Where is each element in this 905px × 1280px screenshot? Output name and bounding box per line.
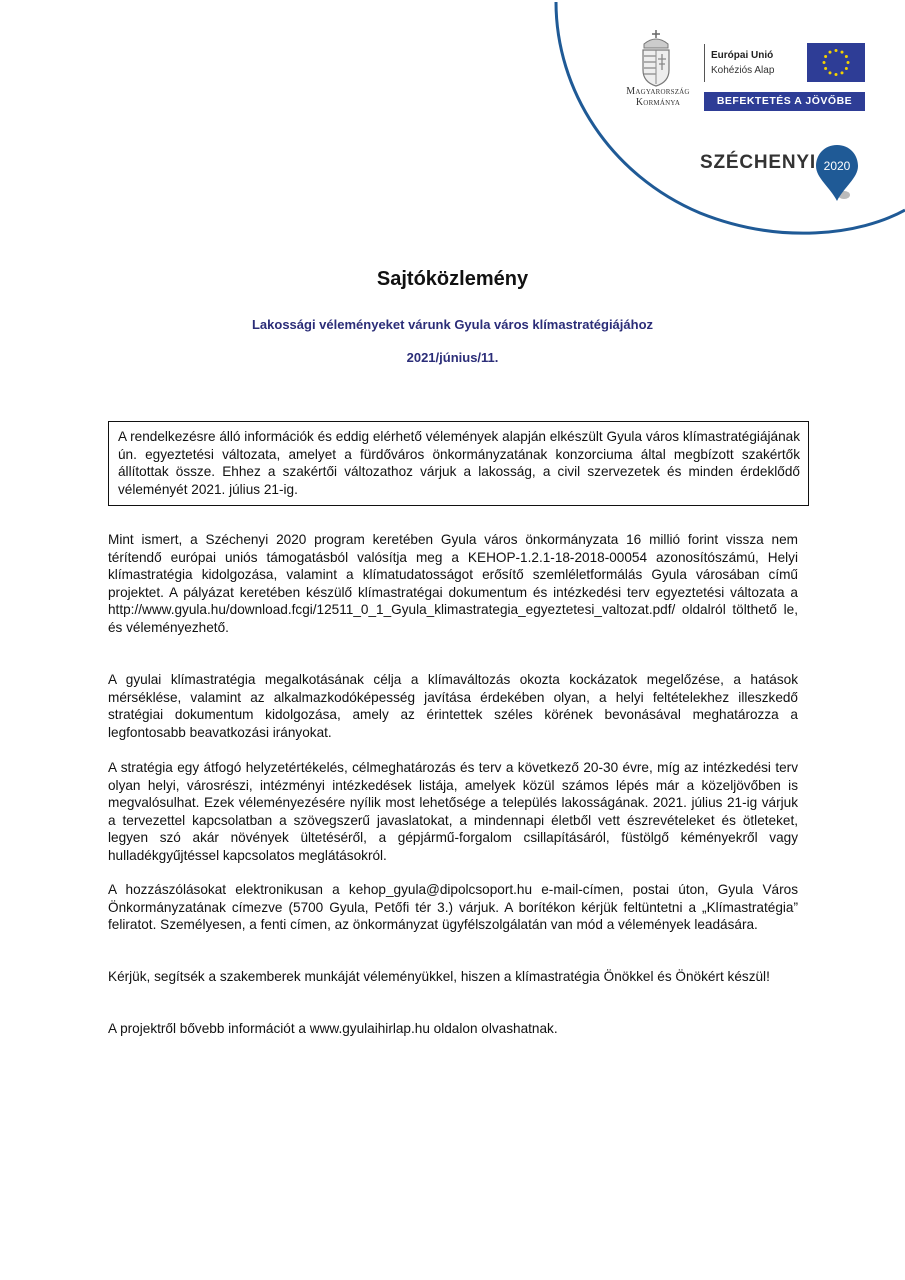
eu-star-icon [823,61,826,64]
body-paragraph-5: Kérjük, segítsék a szakemberek munkáját véleményükkel, hiszen a klímastratégia Önökkel és Önökért készül! [108,969,770,984]
eu-star-icon [841,51,844,54]
eu-star-icon [829,71,832,74]
logo-divider [704,44,705,82]
eu-flag-icon [807,43,865,82]
page-title: Sajtóközlemény [376,268,529,290]
decorative-arc [0,0,905,260]
eu-subtitle: Kohéziós Alap [711,65,775,76]
body-paragraph-3: A stratégia egy átfogó helyzetértékelés, célmeghatározás és terv a következő 20-30 évre, míg az intézkedési terv olyan helyi, városrészi, intézményi intézkedések listája, amelyek közül számos lépés már a közeljövőben is megvalósulhat. Ezek véleményezésére nyílik most lehetősége a település lakosságának. 2021. július 21-ig várjuk a tervezettel kapcsolatban a szövegszerű javaslatokat, a mindennapi életből vett észrevételeket és ötleteket, legyen szó akár növények ültetéséről, a gépjármű-forgalom csillapításáról, füstölgő kéményekről vagy hulladékgyűjtéssel kapcsolatos meglátásokról. [108,760,798,863]
body-paragraph-1: Mint ismert, a Széchenyi 2020 program keretében Gyula város önkormányzata 16 millió forint vissza nem térítendő európai uniós támogatásból valósítja meg a KEHOP-1.2.1-18-2018-00054 azonosítószámú, Helyi klímastratégia kidolgozása, valamint a klímatudatosságot erősítő szemléletformálás Gyula városában című projektet. A pályázat keretében készülő klímastratégai dokumentum és intézkedési terv egyeztetési változata a http://www.gyula.hu/download.fcgi/12511_0_1_Gyula_klimastrategia_egyeztetesi_valtozat.pdf/ oldalról tölthető le, és véleményezhető. [108,532,798,635]
szechenyi-label: SZÉCHENYI [700,152,816,173]
eu-star-icon [824,55,827,58]
eu-star-icon [835,73,838,76]
eu-star-icon [829,51,832,54]
publication-date: 2021/június/11. [406,350,499,365]
map-pin-icon [814,143,860,203]
eu-star-icon [841,71,844,74]
government-logo-text [612,86,704,108]
body-paragraph-6: A projektről bővebb információt a www.gyulaihirlap.hu oldalon olvashatnak. [108,1021,558,1036]
body-paragraph-2: A gyulai klímastratégia megalkotásának célja a klímaváltozás okozta kockázatok megelőzése, a hatások mérséklése, valamint az alkalmazkodóképesség javítása érdekében olyan, a helyi feltételekhez illeszkedő stratégiai dokumentum kidolgozása, amely az érintettek széles körének bevonásával meghatározza a legfontosabb beavatkozási irányokat. [108,672,798,740]
eu-star-icon [845,55,848,58]
eu-star-icon [845,67,848,70]
page-subtitle: Lakossági véleményeket várunk Gyula város klímastratégiájához [251,317,654,332]
eu-title: Európai Unió [711,50,774,61]
gov-line2: Kormánya [635,97,681,108]
eu-star-icon [835,49,838,52]
invest-banner: BEFEKTETÉS A JÖVŐBE [704,92,865,111]
eu-star-icon [847,61,850,64]
gov-line1: Magyarország [626,86,690,97]
body-paragraph-4: A hozzászólásokat elektronikusan a kehop_gyula@dipolcsoport.hu e-mail-címen, postai úton, Gyula Város Önkormányzatának címezve (5700 Gyula, Petőfi tér 3.) várjuk. A borítékon kérjük feltüntetni a „Klímastratégia” feliratot. Személyesen, a fenti címen, az önkormányzat ügyfélszolgálatán van mód a vélemények leadására. [108,882,798,932]
szechenyi-badge: 2020 [823,159,851,173]
coat-of-arms-icon [636,30,676,88]
eu-star-icon [824,67,827,70]
lead-summary-box: A rendelkezésre álló információk és eddig elérhető vélemények alapján elkészült Gyula város klímastratégiájának ún. egyeztetési változata, amelyet a fürdőváros önkormányzatának konzorciuma által megbízott szakértők állítottak össze. Ehhez a szakértői változathoz várjuk a lakosság, a civil szervezetek és minden érdeklődő véleményét 2021. július 21-ig. [108,421,809,506]
